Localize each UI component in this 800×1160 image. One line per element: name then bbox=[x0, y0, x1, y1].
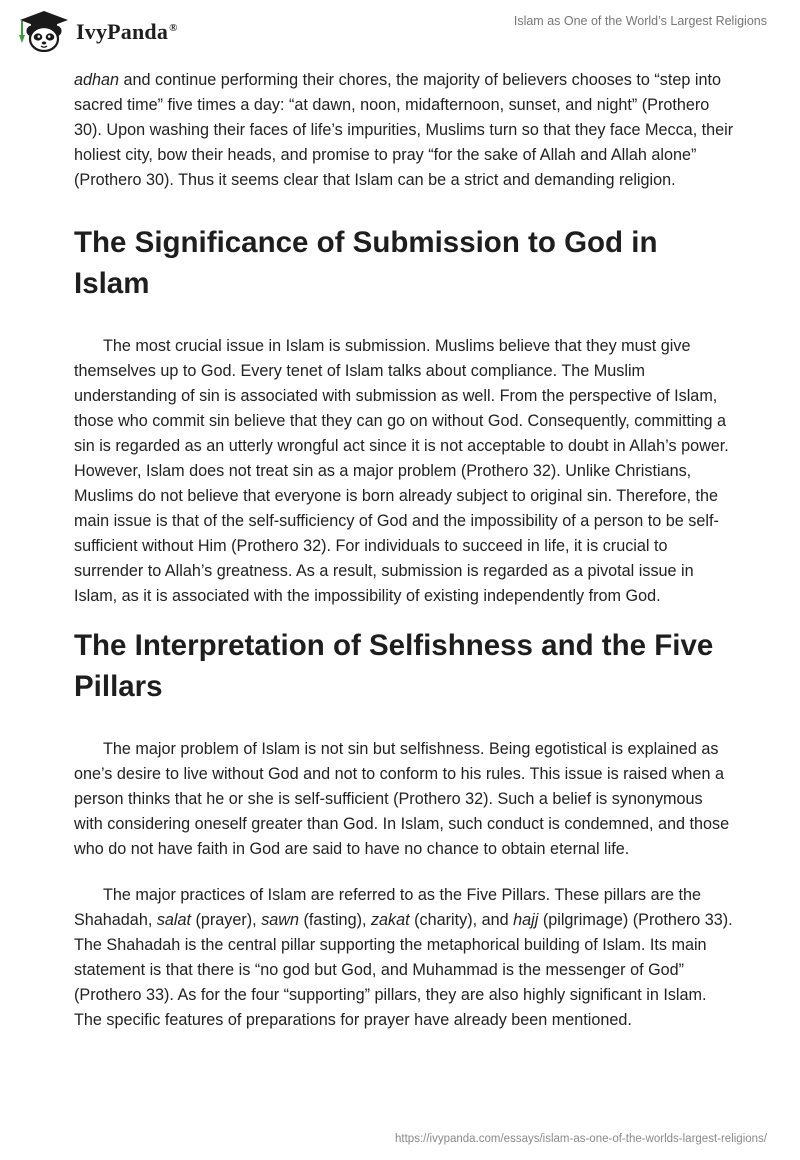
brand-name: IvyPanda® bbox=[76, 19, 178, 44]
page-header bbox=[0, 0, 800, 60]
panda-graduate-icon bbox=[14, 8, 72, 52]
ivypanda-logo[interactable] bbox=[14, 8, 178, 52]
paragraph-selfishness: The major problem of Islam is not sin but selfishness. Being egotistical is explained as one’s desire to live without God and not to conform to his rules. This issue is raised when a person thinks that he or she is self-sufficient (Prothero 32). Such a belief is synonymous with considering oneself greater than God. In Islam, such conduct is condemned, and those who do not have faith in God are said to have no chance to obtain eternal life. bbox=[74, 740, 730, 858]
section-heading-selfishness: The Interpretation of Selfishness and the Five Pillars bbox=[74, 629, 714, 703]
paragraph-intro-continued: adhan and continue performing their chores, the majority of believers chooses to “step into sacred time” five times a day: “at dawn, noon, midafternoon, sunset, and night” (Prothero 30). Upon washing their faces of life’s impurities, Muslims turn so that they face Mecca, their holiest city, bow their heads, and promise to pray “for the sake of Allah and Allah alone” (Prothero 30). Thus it seems clear that Islam can be a strict and demanding religion. bbox=[74, 71, 734, 189]
paragraph-submission: The most crucial issue in Islam is submission. Muslims believe that they must give themselves up to God. Every tenet of Islam talks about compliance. The Muslim understanding of sin is associated with submission as well. From the perspective of Islam, those who commit sin believe that they can go on without God. Consequently, committing a sin is regarded as an utterly wrongful act since it is not acceptable to doubt in Allah’s power. However, Islam does not treat sin as a major problem (Prothero 32). Unlike Christians, Muslims do not believe that everyone is born already subject to original sin. Therefore, the main issue is that of the self-sufficiency of God and the impossibility of a person to be self-sufficient without Him (Prothero 32). For individuals to succeed in life, it is crucial to surrender to Allah’s greatness. As a result, submission is regarded as a pivotal issue in Islam, as it is associated with the impossibility of existing independently from God. bbox=[74, 337, 729, 605]
document-title: Islam as One of the World’s Largest Religions bbox=[513, 14, 767, 28]
source-url[interactable]: https://ivypanda.com/essays/islam-as-one-of-the-worlds-largest-religions/ bbox=[395, 1133, 767, 1145]
essay-body bbox=[74, 68, 734, 1033]
paragraph-five-pillars: The major practices of Islam are referred to as the Five Pillars. These pillars are the Shahadah, salat (prayer), sawn (fasting), zakat (charity), and hajj (pilgrimage) (Prothero 33). The Shahadah is the central pillar supporting the metaphorical building of Islam. Its main statement is that there is “no god but God, and Muhammad is the messenger of God” (Prothero 33). As for the four “supporting” pillars, they are also highly significant in Islam. The specific features of preparations for prayer have already been mentioned. bbox=[74, 886, 733, 1029]
section-heading-submission: The Significance of Submission to God in Islam bbox=[74, 226, 658, 300]
